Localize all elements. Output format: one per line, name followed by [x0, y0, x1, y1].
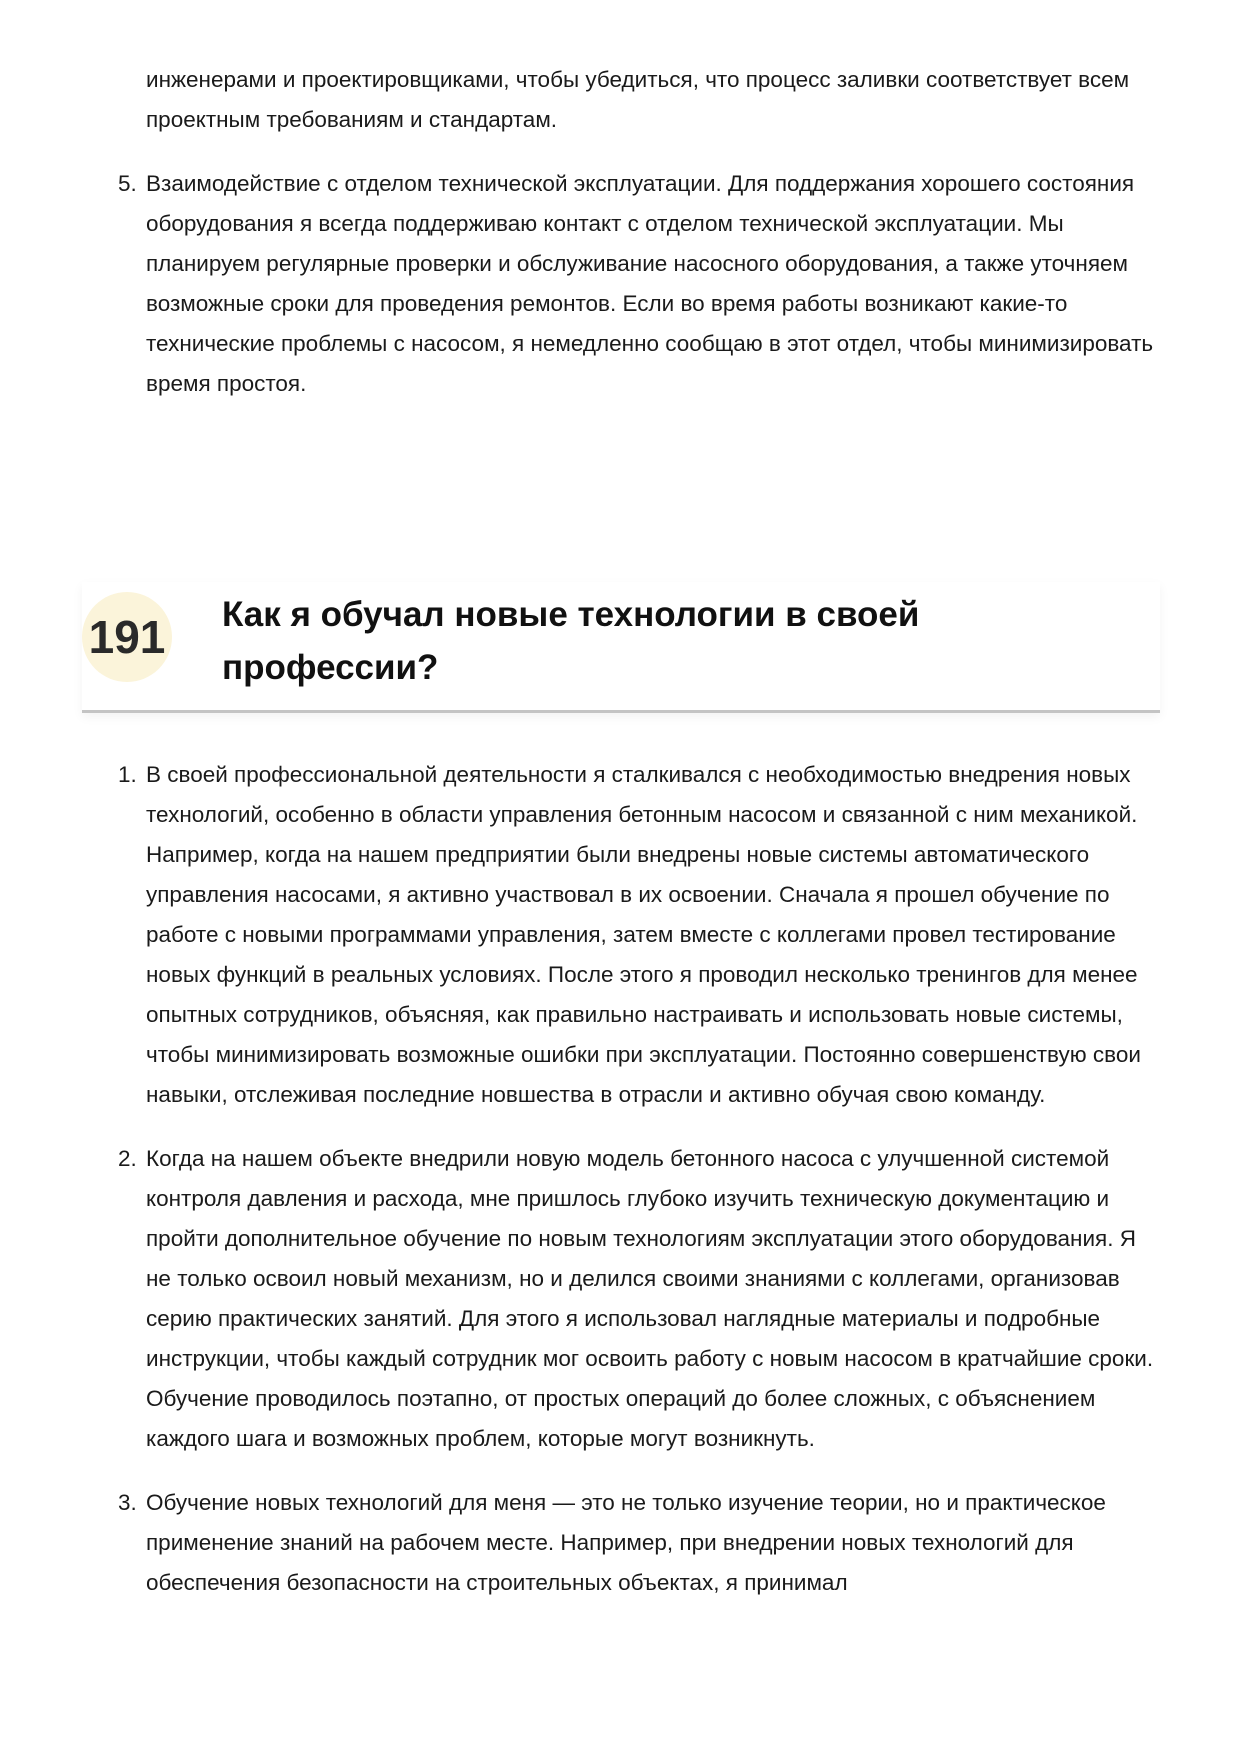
list-item [118, 1483, 1163, 1603]
list-item-number: 2. [118, 1146, 137, 1171]
list-item-text: Взаимодействие с отделом технической эксплуатации. Для поддержания хорошего состояния оборудования я всегда поддерживаю контакт с отделом технической эксплуатации. Мы планируем регулярные проверки и обслуживание насосного оборудования, а также уточняем возможные сроки для проведения ремонтов. Если во время работы возникают какие-то технические проблемы с насосом, я немедленно сообщаю в этот отдел, чтобы минимизировать время простоя. [146, 171, 1154, 396]
list-item-text: В своей профессиональной деятельности я сталкивался с необходимостью внедрения новых технологий, особенно в области управления бетонным насосом и связанной с ним механикой. Например, когда на нашем предприятии были внедрены новые системы автоматического управления насосами, я активно участвовал в их освоении. Сначала я прошел обучение по работе с новыми программами управления, затем вместе с коллегами провел тестирование новых функций в реальных условиях. После этого я проводил несколько тренингов для менее опытных сотрудников, объясняя, как правильно настраивать и использовать новые системы, чтобы минимизировать возможные ошибки при эксплуатации. Постоянно совершенствую свои навыки, отслеживая последние новшества в отрасли и активно обучая свою команду. [146, 762, 1141, 1107]
list-item-text: Когда на нашем объекте внедрили новую модель бетонного насоса с улучшенной системой контроля давления и расхода, мне пришлось глубоко изучить техническую документацию и пройти дополнительное обучение по новым технологиям эксплуатации этого оборудования. Я не только освоил новый механизм, но и делился своими знаниями с коллегами, организовав серию практических занятий. Для этого я использовал наглядные материалы и подробные инструкции, чтобы каждый сотрудник мог освоить работу с новым насосом в кратчайшие сроки. Обучение проводилось поэтапно, от простых операций до более сложных, с объяснением каждого шага и возможных проблем, которые могут возникнуть. [146, 1146, 1154, 1451]
list-item-number: 1. [118, 762, 137, 787]
answer-list [118, 755, 1163, 1627]
continuation-paragraph [118, 60, 1163, 140]
list-item-number: 3. [118, 1490, 137, 1515]
section-number-badge: 191 [82, 592, 172, 682]
list-item [118, 164, 1163, 404]
list-item [118, 755, 1163, 1115]
section-header [82, 582, 1160, 713]
section-title: Как я обучал новые технологии в своей профессии? [222, 595, 920, 687]
list-item [118, 1139, 1163, 1459]
continuation-text: инженерами и проектировщиками, чтобы убедиться, что процесс заливки соответствует всем проектным требованиям и стандартам. [146, 67, 1130, 132]
previous-answer-list [118, 164, 1163, 404]
list-item-text: Обучение новых технологий для меня — это не только изучение теории, но и практическое применение знаний на рабочем месте. Например, при внедрении новых технологий для обеспечения безопасности на строительных объектах, я принимал [146, 1490, 1106, 1595]
list-item-number: 5. [118, 171, 137, 196]
